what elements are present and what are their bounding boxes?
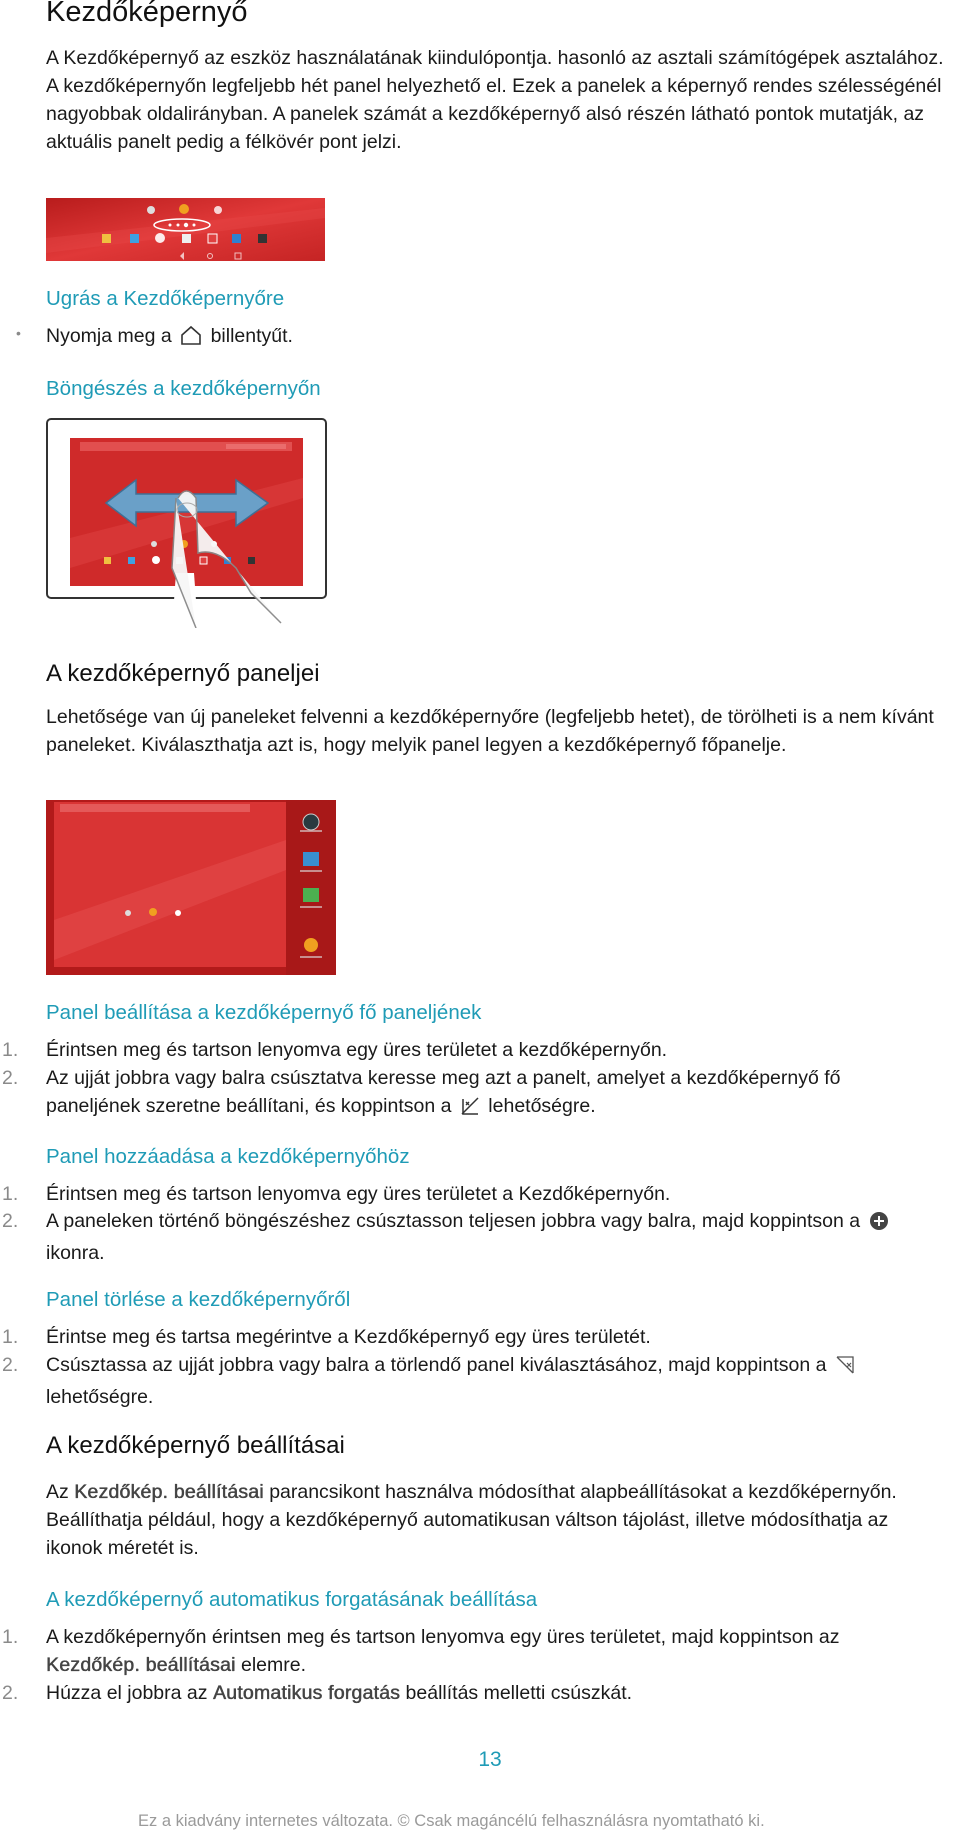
step-text: ikonra. <box>46 1242 105 1264</box>
step-number: 1. <box>2 1626 19 1648</box>
settings-paragraph <box>46 1478 946 1562</box>
step-text: Nyomja meg a <box>46 325 172 347</box>
bullet: • <box>16 325 21 341</box>
step-number: 2. <box>2 1682 19 1704</box>
auto-rotate-heading: A kezdőképernyő automatikus forgatásának beállítása <box>46 1588 538 1611</box>
ui-term: Kezdőkép. beállításai <box>74 1481 264 1503</box>
delete-panel-step-1: Érintse meg és tartsa megérintve a Kezdőképernyő egy üres területét. <box>46 1326 651 1348</box>
ui-term: Kezdőkép. beállításai <box>46 1654 236 1676</box>
step-text: Húzza el jobbra az <box>46 1682 208 1704</box>
set-main-panel-icon <box>460 1096 480 1124</box>
page-number: 13 <box>478 1748 502 1771</box>
step-number: 1. <box>2 1326 19 1348</box>
step-text: lehetőségre. <box>488 1095 596 1117</box>
swipe-figure <box>46 418 327 628</box>
step-number: 1. <box>2 1039 19 1061</box>
auto-rotate-step-1 <box>46 1623 926 1679</box>
goto-home-heading: Ugrás a Kezdőképernyőre <box>46 287 285 310</box>
intro-paragraph: A Kezdőképernyő az eszköz használatának kiindulópontja. hasonló az asztali számítógépek asztalához. A kezdőképernyőn legfeljebb hét panel helyezhető el. Ezek a panelek a képernyő rendes szélességénél nagyobbak oldalirányban. A panelek számát a kezdőképernyő alsó részén látható pontok mutatják, az aktuális panelt pedig a félkövér pont jelzi. <box>46 47 944 153</box>
delete-panel-heading: Panel törlése a kezdőképernyőről <box>46 1288 351 1311</box>
text: parancsikont használva módosíthat alapbeállításokat a kezdőképernyőn. Beállíthatja például, hogy a kezdőképernyő automatikusan váltson tájolást, illetve módosíthatja az ikonok méretét is. <box>46 1481 897 1559</box>
settings-heading: A kezdőképernyő beállításai <box>46 1432 345 1459</box>
step-text: Az ujját jobbra vagy balra csúsztatva keresse meg azt a panelt, amelyet a kezdőképernyő fő paneljének szeretne beállítani, és koppintson a <box>46 1067 841 1117</box>
panels-heading: A kezdőképernyő paneljei <box>46 660 320 687</box>
home-screen-figure <box>46 198 325 261</box>
ui-term: Automatikus forgatás <box>212 1682 401 1704</box>
step-number: 2. <box>2 1354 19 1376</box>
add-circle-icon <box>869 1211 889 1239</box>
step-text: A paneleken történő böngészéshez csúsztasson teljesen jobbra vagy balra, majd koppintson a <box>46 1210 861 1232</box>
step-text: A kezdőképernyőn érintsen meg és tartson lenyomva egy üres területet, majd koppintson az <box>46 1626 840 1648</box>
set-main-step-1: Érintsen meg és tartson lenyomva egy üres területet a kezdőképernyőn. <box>46 1039 668 1061</box>
step-number: 2. <box>2 1210 19 1232</box>
add-panel-step-2 <box>46 1207 926 1267</box>
page-title: Kezdőképernyő <box>46 0 248 28</box>
step-text: billentyűt. <box>210 325 293 347</box>
step-number: 1. <box>2 1183 19 1205</box>
step-text: beállítás melletti csúszkát. <box>405 1682 633 1704</box>
footer-note: Ez a kiadvány internetes változata. © Csak magáncélú felhasználásra nyomtatható ki. <box>138 1812 765 1830</box>
step-text: elemre. <box>241 1654 307 1676</box>
add-panel-step-1: Érintsen meg és tartson lenyomva egy üres területet a Kezdőképernyőn. <box>46 1183 671 1205</box>
panel-edit-figure <box>46 800 336 975</box>
delete-panel-step-2 <box>46 1351 926 1411</box>
step-text: lehetőségre. <box>46 1386 154 1408</box>
set-main-heading: Panel beállítása a kezdőképernyő fő paneljének <box>46 1001 482 1024</box>
home-icon <box>180 324 202 354</box>
step-number: 2. <box>2 1067 19 1089</box>
goto-home-step <box>46 322 926 354</box>
panels-paragraph: Lehetősége van új paneleket felvenni a kezdőképernyőre (legfeljebb hetet), de törölheti is a nem kívánt paneleket. Kiválaszthatja azt is, hogy melyik panel legyen a kezdőképernyő főpanelje. <box>46 706 934 756</box>
remove-panel-icon <box>835 1355 855 1383</box>
set-main-step-2 <box>46 1064 926 1124</box>
text: Az <box>46 1481 69 1503</box>
auto-rotate-step-2 <box>46 1679 926 1707</box>
browse-heading: Böngészés a kezdőképernyőn <box>46 377 321 400</box>
step-text: Csúsztassa az ujját jobbra vagy balra a törlendő panel kiválasztásához, majd koppintson a <box>46 1354 827 1376</box>
add-panel-heading: Panel hozzáadása a kezdőképernyőhöz <box>46 1145 410 1168</box>
